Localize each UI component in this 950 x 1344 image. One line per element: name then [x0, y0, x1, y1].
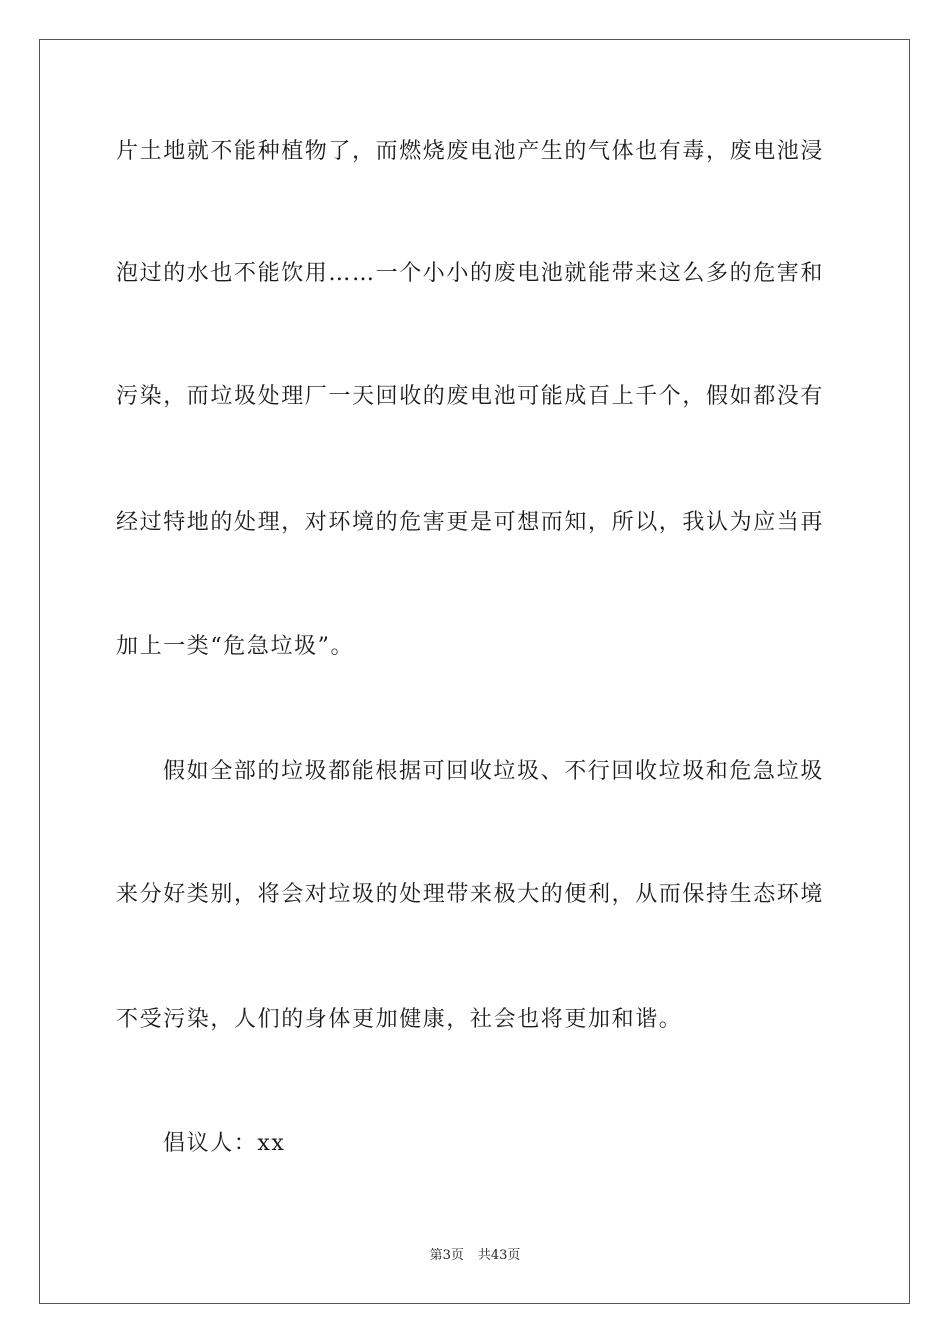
current-page-number: 第3页 — [429, 1248, 464, 1263]
paragraph-line: 片土地就不能种植物了，而燃烧废电池产生的气体也有毒，废电池浸 — [116, 139, 825, 164]
page-border — [39, 39, 910, 1304]
paragraph-line: 经过特地的处理，对环境的危害更是可想而知，所以，我认为应当再 — [116, 510, 825, 535]
paragraph-line: 不受污染，人们的身体更加健康，社会也将更加和谐。 — [116, 1007, 683, 1032]
paragraph-line: 污染，而垃圾处理厂一天回收的废电池可能成百上千个，假如都没有 — [116, 384, 825, 409]
page-footer — [0, 1247, 950, 1265]
signature-line: 倡议人：xx — [163, 1131, 286, 1156]
paragraph-line: 泡过的水也不能饮用……一个小小的废电池就能带来这么多的危害和 — [116, 261, 825, 286]
total-pages: 共43页 — [477, 1248, 521, 1263]
paragraph-line: 来分好类别，将会对垃圾的处理带来极大的便利，从而保持生态环境 — [116, 882, 825, 907]
paragraph-line: 加上一类“危急垃圾”。 — [116, 634, 355, 659]
paragraph-line: 假如全部的垃圾都能根据可回收垃圾、不行回收垃圾和危急垃圾 — [163, 759, 824, 784]
